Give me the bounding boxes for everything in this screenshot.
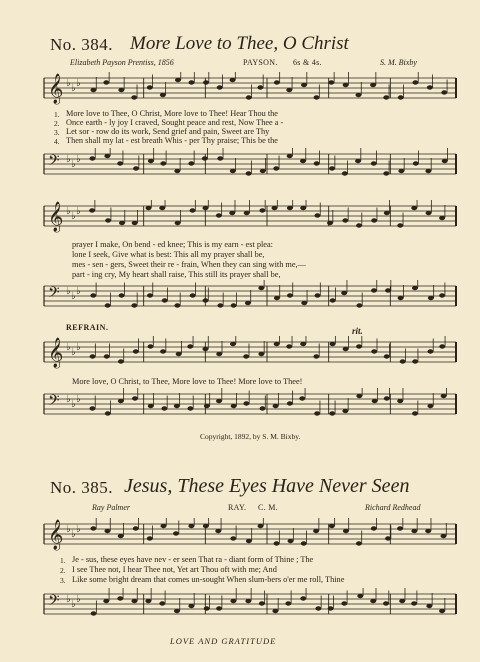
note-head bbox=[217, 303, 223, 307]
note-head bbox=[104, 154, 110, 158]
note-head bbox=[117, 161, 123, 165]
flat-icon: ♭ bbox=[71, 83, 76, 94]
verse-number-3: 3. bbox=[60, 576, 66, 585]
note-head bbox=[412, 286, 418, 290]
flat-icon: ♭ bbox=[66, 206, 71, 217]
page-footer: LOVE AND GRATITUDE bbox=[170, 636, 277, 646]
flat-icon: ♭ bbox=[71, 291, 76, 302]
note-head bbox=[259, 208, 265, 212]
note-head bbox=[372, 399, 378, 403]
note-head bbox=[118, 534, 124, 538]
note-head bbox=[216, 213, 222, 217]
note-head bbox=[230, 342, 236, 346]
note-head bbox=[371, 161, 377, 165]
bass-staff-lines bbox=[40, 148, 460, 188]
note-head bbox=[427, 85, 433, 89]
note-head bbox=[274, 541, 280, 545]
lyric-line: Je - sus, these eyes have nev - er seen That ra - diant form of Thine ; The bbox=[72, 555, 314, 564]
note-head bbox=[203, 524, 209, 528]
note-head bbox=[315, 293, 321, 297]
note-head bbox=[90, 526, 96, 530]
hymn-number: No. 384. bbox=[50, 35, 114, 54]
note-head bbox=[441, 90, 447, 94]
note-head bbox=[104, 529, 110, 533]
note-head bbox=[286, 344, 292, 348]
flat-icon: ♭ bbox=[76, 78, 81, 89]
note-head bbox=[301, 83, 307, 87]
note-head bbox=[174, 404, 180, 408]
note-head bbox=[341, 601, 347, 605]
note-head bbox=[384, 354, 390, 358]
flat-icon: ♭ bbox=[66, 78, 71, 89]
flat-icon: ♭ bbox=[71, 211, 76, 222]
note-head bbox=[147, 293, 153, 297]
note-head bbox=[160, 349, 166, 353]
note-head bbox=[442, 159, 448, 163]
note-head bbox=[202, 156, 208, 160]
note-head bbox=[217, 156, 223, 160]
note-head bbox=[371, 526, 377, 530]
note-head bbox=[131, 95, 137, 99]
treble-staff bbox=[40, 200, 460, 240]
ritardando-marking: rit. bbox=[352, 326, 363, 336]
note-head bbox=[174, 303, 180, 307]
meter: 6s & 4s. bbox=[293, 58, 322, 67]
note-head bbox=[230, 169, 236, 173]
note-head bbox=[385, 288, 391, 292]
note-head bbox=[175, 78, 181, 82]
note-head bbox=[342, 218, 348, 222]
note-head bbox=[371, 218, 377, 222]
note-head bbox=[287, 401, 293, 405]
note-head bbox=[341, 291, 347, 295]
author-credit: Elizabeth Payson Prentiss, 1856 bbox=[70, 58, 174, 67]
lyric-line: mes - sen - gers, Sweet their re - frain, When they can sing with me,— bbox=[72, 260, 306, 269]
note-head bbox=[426, 211, 432, 215]
bass-staff bbox=[40, 388, 460, 428]
note-head bbox=[343, 529, 349, 533]
note-head bbox=[145, 599, 151, 603]
note-head bbox=[398, 169, 404, 173]
note-head bbox=[246, 171, 252, 175]
note-head bbox=[427, 404, 433, 408]
note-head bbox=[313, 529, 319, 533]
treble-staff-lines bbox=[40, 336, 460, 376]
note-head bbox=[202, 298, 208, 302]
note-head bbox=[300, 159, 306, 163]
note-head bbox=[257, 85, 263, 89]
note-head bbox=[103, 80, 109, 84]
note-head bbox=[118, 88, 124, 92]
note-head bbox=[258, 352, 264, 356]
note-head bbox=[327, 221, 333, 225]
note-head bbox=[425, 169, 431, 173]
note-head bbox=[162, 298, 168, 302]
treble-staff bbox=[40, 72, 460, 112]
note-head bbox=[246, 95, 252, 99]
note-head bbox=[328, 606, 334, 610]
note-head bbox=[202, 347, 208, 351]
note-head bbox=[383, 95, 389, 99]
note-head bbox=[411, 529, 417, 533]
note-head bbox=[343, 347, 349, 351]
note-head bbox=[370, 599, 376, 603]
note-head bbox=[190, 208, 196, 212]
note-head bbox=[300, 206, 306, 210]
note-head bbox=[260, 169, 266, 173]
flat-icon: ♭ bbox=[71, 399, 76, 410]
bass-staff-lines bbox=[40, 388, 460, 428]
note-head bbox=[273, 166, 279, 170]
flat-icon: ♭ bbox=[66, 154, 71, 165]
note-head bbox=[188, 524, 194, 528]
note-head bbox=[314, 95, 320, 99]
note-head bbox=[133, 526, 139, 530]
note-head bbox=[117, 596, 123, 600]
note-head bbox=[187, 344, 193, 348]
note-head bbox=[343, 83, 349, 87]
bass-staff-lines bbox=[40, 588, 460, 628]
flat-icon: ♭ bbox=[66, 594, 71, 605]
note-head bbox=[230, 78, 236, 82]
note-head bbox=[204, 404, 210, 408]
copyright-notice: Copyright, 1892, by S. M. Bixby. bbox=[200, 432, 301, 441]
note-head bbox=[314, 161, 320, 165]
treble-staff-lines bbox=[40, 518, 460, 558]
hymn-number: No. 385. bbox=[50, 478, 114, 497]
note-head bbox=[398, 95, 404, 99]
note-head bbox=[356, 303, 362, 307]
lyric-line: prayer I make, On bend - ed knee; This is my earn - est plea: bbox=[72, 240, 273, 249]
note-head bbox=[90, 88, 96, 92]
note-head bbox=[271, 206, 277, 210]
flat-icon: ♭ bbox=[76, 154, 81, 165]
note-head bbox=[91, 611, 97, 615]
note-head bbox=[288, 539, 294, 543]
note-head bbox=[216, 352, 222, 356]
lyric-line: Like some bright dream that comes un-sought When slum-bers o'er me roll, Thine bbox=[72, 575, 345, 584]
note-head bbox=[315, 606, 321, 610]
note-head bbox=[148, 159, 154, 163]
note-head bbox=[174, 169, 180, 173]
note-head bbox=[229, 211, 235, 215]
verse-number-1: 1. bbox=[60, 556, 66, 565]
note-head bbox=[203, 80, 209, 84]
note-head bbox=[231, 303, 237, 307]
note-head bbox=[89, 406, 95, 410]
flat-icon: ♭ bbox=[71, 599, 76, 610]
bass-staff bbox=[40, 588, 460, 628]
note-head bbox=[300, 342, 306, 346]
note-head bbox=[397, 526, 403, 530]
note-head bbox=[385, 536, 391, 540]
note-head bbox=[188, 161, 194, 165]
note-head bbox=[285, 601, 291, 605]
lyric-line: More love to Thee, O Christ, More love to Thee! Hear Thou the bbox=[66, 109, 278, 118]
note-head bbox=[118, 399, 124, 403]
note-head bbox=[287, 293, 293, 297]
lyric-line: Once earth - ly joy I craved, Sought peace and rest, Now Thee a - bbox=[66, 118, 284, 127]
note-head bbox=[187, 406, 193, 410]
note-head bbox=[231, 404, 237, 408]
bass-clef-icon: 𝄢 bbox=[48, 152, 60, 173]
verse-number-1: 1. bbox=[54, 110, 60, 119]
refrain-lyric: More love, O Christ, to Thee, More love to Thee! More love to Thee! bbox=[72, 377, 303, 386]
note-head bbox=[90, 293, 96, 297]
note-head bbox=[274, 342, 280, 346]
note-head bbox=[104, 354, 110, 358]
note-head bbox=[161, 406, 167, 410]
treble-staff-lines bbox=[40, 72, 460, 112]
note-head bbox=[118, 359, 124, 363]
bass-clef-icon: 𝄢 bbox=[48, 284, 60, 305]
note-head bbox=[230, 599, 236, 603]
note-head bbox=[147, 344, 153, 348]
note-head bbox=[383, 171, 389, 175]
note-head bbox=[244, 211, 250, 215]
flat-icon: ♭ bbox=[76, 342, 81, 353]
note-head bbox=[274, 80, 280, 84]
bass-staff bbox=[40, 280, 460, 320]
note-head bbox=[287, 154, 293, 158]
tune-name: RAY. bbox=[228, 503, 247, 512]
treble-clef-icon: 𝄞 bbox=[48, 74, 64, 104]
note-head bbox=[384, 396, 390, 400]
note-head bbox=[273, 404, 279, 408]
treble-clef-icon: 𝄞 bbox=[48, 202, 64, 232]
note-head bbox=[355, 159, 361, 163]
flat-icon: ♭ bbox=[71, 159, 76, 170]
note-head bbox=[259, 601, 265, 605]
note-head bbox=[131, 599, 137, 603]
lyric-line: part - ing cry, My heart shall raise, This still its prayer shall be, bbox=[72, 270, 281, 279]
verse-number-4: 4. bbox=[54, 137, 60, 146]
note-head bbox=[384, 211, 390, 215]
flat-icon: ♭ bbox=[66, 394, 71, 405]
note-head bbox=[245, 599, 251, 603]
note-head bbox=[90, 354, 96, 358]
flat-icon: ♭ bbox=[76, 394, 81, 405]
note-head bbox=[274, 296, 280, 300]
refrain-label: REFRAIN. bbox=[66, 323, 109, 332]
note-head bbox=[89, 156, 95, 160]
note-head bbox=[119, 293, 125, 297]
flat-icon: ♭ bbox=[66, 286, 71, 297]
note-head bbox=[147, 536, 153, 540]
note-head bbox=[133, 349, 139, 353]
note-head bbox=[188, 80, 194, 84]
bass-staff bbox=[40, 148, 460, 188]
note-head bbox=[202, 206, 208, 210]
note-head bbox=[440, 534, 446, 538]
note-head bbox=[342, 409, 348, 413]
note-head bbox=[301, 541, 307, 545]
note-head bbox=[412, 411, 418, 415]
note-head bbox=[383, 601, 389, 605]
verse-number-3: 3. bbox=[54, 128, 60, 137]
note-head bbox=[329, 524, 335, 528]
note-head bbox=[411, 206, 417, 210]
note-head bbox=[426, 604, 432, 608]
note-head bbox=[160, 93, 166, 97]
note-head bbox=[105, 218, 111, 222]
flat-icon: ♭ bbox=[66, 524, 71, 535]
note-head bbox=[439, 216, 445, 220]
note-head bbox=[397, 399, 403, 403]
note-head bbox=[272, 609, 278, 613]
note-head bbox=[356, 394, 362, 398]
hymn-title: Jesus, These Eyes Have Never Seen bbox=[124, 475, 410, 497]
hymn-title: More Love to Thee, O Christ bbox=[130, 33, 349, 54]
note-head bbox=[329, 166, 335, 170]
flat-icon: ♭ bbox=[71, 529, 76, 540]
bass-clef-icon: 𝄢 bbox=[48, 392, 60, 413]
note-head bbox=[258, 286, 264, 290]
note-head bbox=[330, 342, 336, 346]
note-head bbox=[398, 296, 404, 300]
note-head bbox=[356, 223, 362, 227]
flat-icon: ♭ bbox=[71, 347, 76, 358]
note-head bbox=[133, 166, 139, 170]
note-head bbox=[188, 604, 194, 608]
note-head bbox=[204, 606, 210, 610]
note-head bbox=[439, 344, 445, 348]
note-head bbox=[428, 296, 434, 300]
note-head bbox=[342, 171, 348, 175]
note-head bbox=[357, 594, 363, 598]
flat-icon: ♭ bbox=[66, 342, 71, 353]
note-head bbox=[175, 221, 181, 225]
composer-credit: S. M. Bixby bbox=[380, 58, 417, 67]
note-head bbox=[441, 394, 447, 398]
note-head bbox=[355, 93, 361, 97]
flat-icon: ♭ bbox=[76, 594, 81, 605]
note-head bbox=[216, 399, 222, 403]
note-head bbox=[330, 298, 336, 302]
note-head bbox=[146, 206, 152, 210]
note-head bbox=[132, 221, 138, 225]
note-head bbox=[119, 221, 125, 225]
note-head bbox=[399, 599, 405, 603]
note-head bbox=[259, 406, 265, 410]
flat-icon: ♭ bbox=[76, 524, 81, 535]
flat-icon: ♭ bbox=[76, 286, 81, 297]
verse-number-2: 2. bbox=[60, 566, 66, 575]
note-head bbox=[400, 359, 406, 363]
treble-clef-icon: 𝄞 bbox=[48, 338, 64, 368]
note-head bbox=[148, 404, 154, 408]
note-head bbox=[412, 359, 418, 363]
note-head bbox=[413, 161, 419, 165]
note-head bbox=[246, 539, 252, 543]
note-head bbox=[425, 529, 431, 533]
note-head bbox=[190, 293, 196, 297]
note-head bbox=[397, 223, 403, 227]
treble-staff bbox=[40, 518, 460, 558]
composer-credit: Richard Redhead bbox=[365, 503, 421, 512]
lyric-line: I see Thee not, I hear Thee not, Yet art Thou oft with me; And bbox=[72, 565, 277, 574]
note-head bbox=[176, 352, 182, 356]
lyric-line: lone I seek, Give what is best: This all my prayer shall be, bbox=[72, 250, 265, 259]
note-head bbox=[174, 609, 180, 613]
note-head bbox=[105, 303, 111, 307]
treble-staff bbox=[40, 336, 460, 376]
bass-clef-icon: 𝄢 bbox=[48, 592, 60, 613]
flat-icon: ♭ bbox=[76, 206, 81, 217]
note-head bbox=[329, 411, 335, 415]
note-head bbox=[215, 529, 221, 533]
note-head bbox=[286, 88, 292, 92]
treble-staff-lines bbox=[40, 200, 460, 240]
note-head bbox=[103, 599, 109, 603]
note-head bbox=[245, 301, 251, 305]
note-head bbox=[147, 85, 153, 89]
note-head bbox=[131, 303, 137, 307]
lyric-line: Then shall my lat - est breath Whis - per Thy praise; This be the bbox=[66, 136, 278, 145]
tune-name: PAYSON. bbox=[243, 58, 278, 67]
note-head bbox=[439, 293, 445, 297]
note-head bbox=[132, 396, 138, 400]
treble-clef-icon: 𝄞 bbox=[48, 520, 64, 550]
note-head bbox=[159, 206, 165, 210]
note-head bbox=[427, 349, 433, 353]
note-head bbox=[314, 213, 320, 217]
note-head bbox=[328, 80, 334, 84]
note-head bbox=[243, 354, 249, 358]
note-head bbox=[216, 606, 222, 610]
note-head bbox=[230, 536, 236, 540]
author-credit: Ray Palmer bbox=[92, 503, 130, 512]
note-head bbox=[217, 85, 223, 89]
note-head bbox=[439, 609, 445, 613]
note-head bbox=[313, 354, 319, 358]
note-head bbox=[356, 541, 362, 545]
note-head bbox=[160, 524, 166, 528]
note-head bbox=[371, 349, 377, 353]
note-head bbox=[243, 401, 249, 405]
bass-staff-lines bbox=[40, 280, 460, 320]
note-head bbox=[356, 344, 362, 348]
lyric-line: Let sor - row do its work, Send grief and pain, Sweet are Thy bbox=[66, 127, 270, 136]
note-head bbox=[287, 206, 293, 210]
verse-number-2: 2. bbox=[54, 119, 60, 128]
note-head bbox=[314, 411, 320, 415]
note-head bbox=[412, 80, 418, 84]
note-head bbox=[370, 83, 376, 87]
note-head bbox=[258, 524, 264, 528]
note-head bbox=[160, 161, 166, 165]
note-head bbox=[371, 288, 377, 292]
meter: C. M. bbox=[258, 503, 278, 512]
note-head bbox=[299, 396, 305, 400]
note-head bbox=[173, 531, 179, 535]
note-head bbox=[411, 601, 417, 605]
note-head bbox=[300, 596, 306, 600]
note-head bbox=[89, 208, 95, 212]
note-head bbox=[301, 301, 307, 305]
note-head bbox=[105, 411, 111, 415]
note-head bbox=[159, 601, 165, 605]
